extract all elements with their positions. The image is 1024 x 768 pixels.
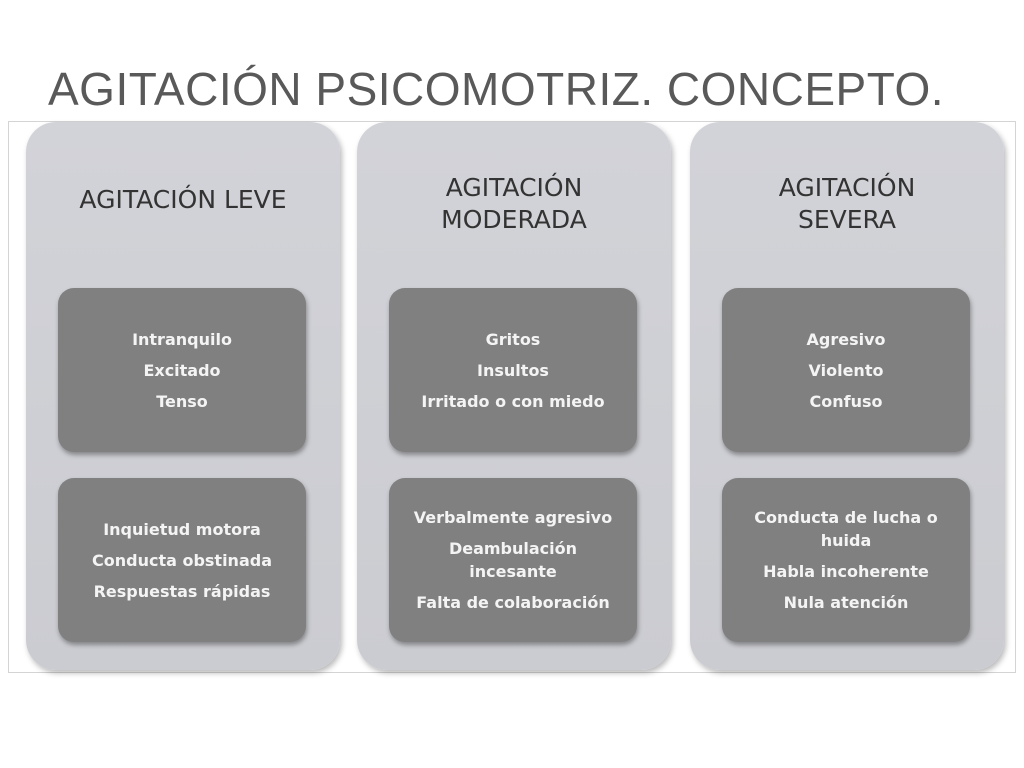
agitation-levels-diagram [8,121,1016,673]
symptom-box-top [58,288,306,452]
symptom-box-top [389,288,637,452]
symptom-item: Conducta de lucha o huida [754,508,938,550]
symptom-box-top [722,288,970,452]
column-heading [690,164,1004,244]
symptom-box-bottom [389,478,637,642]
symptom-item: Deambulación incesante [448,539,578,581]
symptom-item: Gritos [485,329,541,349]
symptom-item: Excitado [143,360,221,380]
column-severe-agitation [690,122,1004,670]
symptom-item: Agresivo [806,329,886,349]
symptom-item: Nula atención [783,593,909,612]
symptom-item: Intranquilo [132,329,232,349]
symptom-item: Conducta obstinada [91,550,272,570]
symptom-item: Irritado o con miedo [421,391,605,411]
column-heading [357,164,671,244]
symptom-item: Violento [808,360,884,380]
symptom-item: Insultos [477,360,549,380]
symptom-box-bottom [58,478,306,642]
heading-line: SEVERA [797,205,897,234]
symptom-item: Confuso [809,391,883,411]
symptom-item: Falta de colaboración [416,593,610,612]
symptom-item: Verbalmente agresivo [413,508,613,527]
symptom-item: Respuestas rápidas [93,581,271,601]
symptom-item: Habla incoherente [763,562,929,581]
heading-line: AGITACIÓN [445,173,583,202]
heading-line: MODERADA [441,205,587,234]
heading-line: AGITACIÓN [778,173,916,202]
symptom-item: Tenso [156,391,208,411]
slide-title: AGITACIÓN PSICOMOTRIZ. CONCEPTO. [48,63,945,115]
column-moderate-agitation [357,122,671,670]
symptom-item: Inquietud motora [103,519,261,539]
symptom-box-bottom [722,478,970,642]
column-heading [26,170,340,230]
column-mild-agitation [26,122,340,670]
heading-line: AGITACIÓN LEVE [79,185,287,214]
